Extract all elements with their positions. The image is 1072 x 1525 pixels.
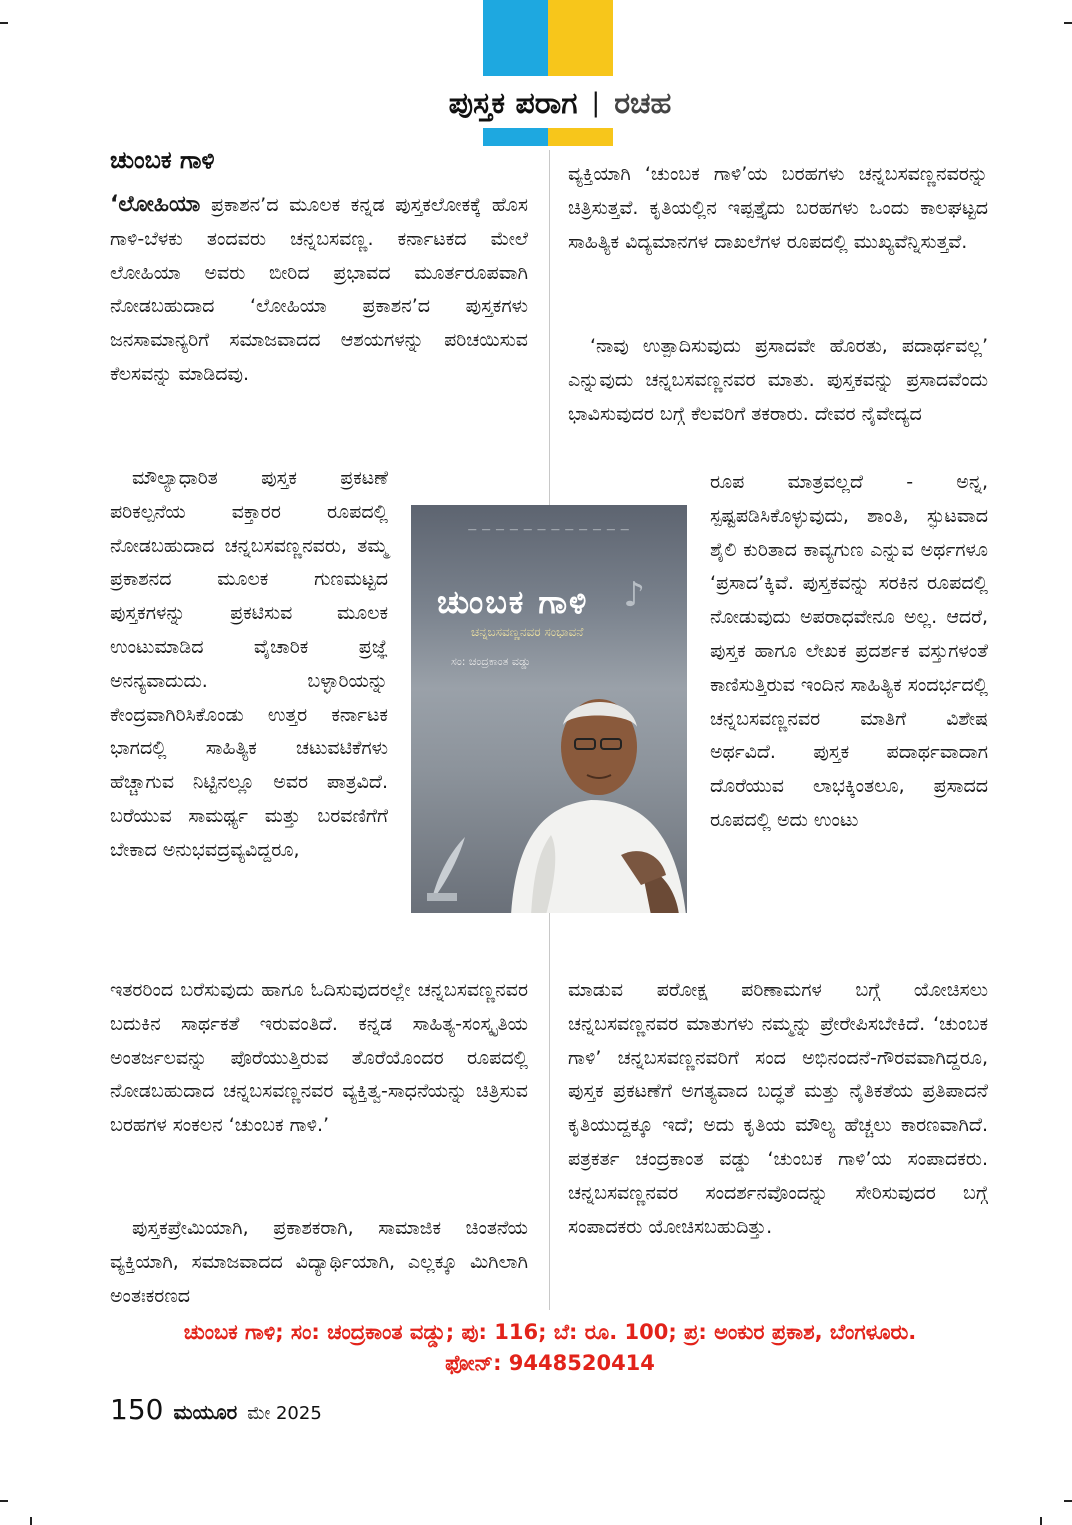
crop-mark	[30, 1517, 32, 1525]
article-title: ಚುಂಬಕ ಗಾಳಿ	[110, 146, 215, 174]
crop-mark	[0, 1500, 8, 1502]
right-paragraph-end: ಮಾಡುವ ಪರೋಕ್ಷ ಪರಿಣಾಮಗಳ ಬಗ್ಗೆ ಯೋಚಿಸಲು ಚನ್ನಬಸವಣ್ಣನವರ ಮಾತುಗಳು ನಮ್ಮನ್ನು ಪ್ರೇರೇಪಿಸಬೇಕಿದೆ. ‘ಚುಂಬಕ ಗಾಳಿ’ ಚನ್ನಬಸವಣ್ಣನವರಿಗೆ ಸಂದ ಅಭಿನಂದನೆ-ಗೌರವವಾಗಿದ್ದರೂ, ಪುಸ್ತಕ ಪ್ರಕಟಣೆಗೆ ಅಗತ್ಯವಾದ ಬದ್ಧತೆ ಮತ್ತು ನೈತಿಕತೆಯ ಪ್ರತಿಪಾದನೆ ಕೃತಿಯುದ್ದಕ್ಕೂ ಇದೆ; ಅದು ಕೃತಿಯ ಮೌಲ್ಯ ಹೆಚ್ಚಲು ಕಾರಣವಾಗಿದೆ. ಪತ್ರಕರ್ತ ಚಂದ್ರಕಾಂತ ವಡ್ಡು ‘ಚುಂಬಕ ಗಾಳಿ’ಯ ಸಂಪಾದಕರು. ಚನ್ನಬಸವಣ್ಣನವರ ಸಂದರ್ಶನವೊಂದನ್ನು ಸೇರಿಸುವುದರ ಬಗ್ಗೆ ಸಂಪಾದಕರು ಯೋಚಿಸಬಹುದಿತ್ತು.	[568, 979, 988, 1238]
music-note-icon: ♪	[623, 575, 645, 615]
paragraph-second-continued: ಇತರರಿಂದ ಬರೆಸುವುದು ಹಾಗೂ ಓದಿಸುವುದರಲ್ಲೇ ಚನ್ನಬಸವಣ್ಣನವರ ಬದುಕಿನ ಸಾರ್ಥಕತೆ ಇರುವಂತಿದೆ. ಕನ್ನಡ ಸಾಹಿತ್ಯ-ಸಂಸ್ಕೃತಿಯ ಅಂತರ್ಜಲವನ್ನು ಪೊರೆಯುತ್ತಿರುವ ತೊರೆಯೊಂದರ ರೂಪದಲ್ಲಿ ನೋಡಬಹುದಾದ ಚನ್ನಬಸವಣ್ಣನವರ ವ್ಯಕ್ತಿತ್ವ-ಸಾಧನೆಯನ್ನು ಚಿತ್ರಿಸುವ ಬರಹಗಳ ಸಂಕಲನ ‘ಚುಂಬಕ ಗಾಳಿ.’	[110, 979, 528, 1137]
author-portrait	[491, 665, 687, 913]
crop-mark	[1064, 22, 1072, 24]
page-footer	[110, 1393, 322, 1426]
paragraph-third: ಪುಸ್ತಕಪ್ರೇಮಿಯಾಗಿ, ಪ್ರಕಾಶಕರಾಗಿ, ಸಾಮಾಜಿಕ ಚಿಂತನೆಯ ವ್ಯಕ್ತಿಯಾಗಿ, ಸಮಾಜವಾದದ ವಿದ್ಯಾರ್ಥಿಯಾಗಿ, ಎಲ್ಲಕ್ಕೂ ಮಿಗಿಲಾಗಿ ಅಂತಃಕರಣದ	[110, 1217, 528, 1307]
book-phone-line: ಫೋನ್: 9448520414	[445, 1351, 655, 1375]
lead-word: ‘ಲೋಹಿಯಾ	[110, 192, 201, 217]
magazine-name: ಮಯೂರ	[173, 1400, 238, 1424]
section-header	[380, 80, 740, 126]
section-author: ರಚಹ	[614, 85, 672, 121]
cover-title: ಚುಂಬಕ ಗಾಳಿ	[437, 583, 589, 621]
book-info-line: ಚುಂಬಕ ಗಾಳಿ; ಸಂ: ಚಂದ್ರಕಾಂತ ವಡ್ಡು; ಪು: 116; ಬೆ: ರೂ. 100; ಪ್ರ: ಅಂಕುರ ಪ್ರಕಾಶ, ಬೆಂಗಳೂರು.	[183, 1320, 917, 1344]
yellow-block	[548, 0, 613, 76]
section-title: ಪುಸ್ತಕ ಪರಾಗ	[448, 85, 578, 121]
cover-editor: ಸಂ: ಚಂದ್ರಕಾಂತ ವಡ್ಡು	[451, 655, 531, 668]
page-number: 150	[110, 1393, 164, 1426]
right-paragraph-first: ವ್ಯಕ್ತಿಯಾಗಿ ‘ಚುಂಬಕ ಗಾಳಿ’ಯ ಬರಹಗಳು ಚನ್ನಬಸವಣ್ಣನವರನ್ನು ಚಿತ್ರಿಸುತ್ತವೆ. ಕೃತಿಯಲ್ಲಿನ ಇಪ್ಪತ್ತೈದು ಬರಹಗಳು ಒಂದು ಕಾಲಘಟ್ಟದ ಸಾಹಿತ್ಯಿಕ ವಿದ್ಯಮಾನಗಳ ದಾಖಲೆಗಳ ರೂಪದಲ್ಲಿ ಮುಖ್ಯವೆನ್ನಿಸುತ್ತವೆ.	[568, 163, 988, 253]
paragraph-second: ಮೌಲ್ಯಾಧಾರಿತ ಪುಸ್ತಕ ಪ್ರಕಟಣೆ ಪರಿಕಲ್ಪನೆಯ ವಕ್ತಾರರ ರೂಪದಲ್ಲಿ ನೋಡಬಹುದಾದ ಚನ್ನಬಸವಣ್ಣನವರು, ತಮ್ಮ ಪ್ರಕಾಶನದ ಮೂಲಕ ಗುಣಮಟ್ಟದ ಪುಸ್ತಕಗಳನ್ನು ಪ್ರಕಟಿಸುವ ಮೂಲಕ ಉಂಟುಮಾಡಿದ ವೈಚಾರಿಕ ಪ್ರಜ್ಞೆ ಅನನ್ಯವಾದುದು. ಬಳ್ಳಾರಿಯನ್ನು ಕೇಂದ್ರವಾಗಿರಿಸಿಕೊಂಡು ಉತ್ತರ ಕರ್ನಾಟಕ ಭಾಗದಲ್ಲಿ ಸಾಹಿತ್ಯಿಕ ಚಟುವಟಿಕೆಗಳು ಹೆಚ್ಚಾಗುವ ನಿಟ್ಟಿನಲ್ಲೂ ಅವರ ಪಾತ್ರವಿದೆ. ಬರೆಯುವ ಸಾಮರ್ಥ್ಯ ಮತ್ತು ಬರವಣಿಗೆಗೆ ಬೇಕಾದ ಅನುಭವದ್ರವ್ಯವಿದ್ದರೂ,	[110, 467, 388, 861]
yellow-block	[548, 128, 613, 146]
crop-mark	[0, 22, 8, 24]
book-cover-image	[411, 505, 687, 913]
cover-top-band: — — — — — — — — — — — —	[467, 525, 631, 535]
blue-block	[483, 128, 548, 146]
blue-block	[483, 0, 548, 76]
crop-mark	[1040, 1517, 1042, 1525]
paragraph-intro	[110, 188, 528, 460]
paragraph-intro-text: ಪ್ರಕಾಶನ’ದ ಮೂಲಕ ಕನ್ನಡ ಪುಸ್ತಕಲೋಕಕ್ಕೆ ಹೊಸ ಗಾಳಿ-ಬೆಳಕು ತಂದವರು ಚನ್ನಬಸವಣ್ಣ. ಕರ್ನಾಟಕದ ಮೇಲೆ ಲೋಹಿಯಾ ಅವರು ಬೀರಿದ ಪ್ರಭಾವದ ಮೂರ್ತರೂಪವಾಗಿ ನೋಡಬಹುದಾದ ‘ಲೋಹಿಯಾ ಪ್ರಕಾಶನ’ದ ಪುಸ್ತಕಗಳು ಜನಸಾಮಾನ್ಯರಿಗೆ ಸಮಾಜವಾದದ ಆಶಯಗಳನ್ನು ಪರಿಚಯಿಸುವ ಕೆಲಸವನ್ನು ಮಾಡಿದವು.	[110, 194, 528, 385]
right-paragraph-narrow: ರೂಪ ಮಾತ್ರವಲ್ಲದೆ - ಅನ್ನ, ಸ್ಪಷ್ಟಪಡಿಸಿಕೊಳ್ಳುವುದು, ಶಾಂತಿ, ಸ್ಫುಟವಾದ ಶೈಲಿ ಕುರಿತಾದ ಕಾವ್ಯಗುಣ ಎನ್ನುವ ಅರ್ಥಗಳೂ ‘ಪ್ರಸಾದ’ಕ್ಕಿವೆ. ಪುಸ್ತಕವನ್ನು ಸರಕಿನ ರೂಪದಲ್ಲಿ ನೋಡುವುದು ಅಪರಾಧವೇನೂ ಅಲ್ಲ. ಆದರೆ, ಪುಸ್ತಕ ಹಾಗೂ ಲೇಖಕ ಪ್ರದರ್ಶಕ ವಸ್ತುಗಳಂತೆ ಕಾಣಿಸುತ್ತಿರುವ ಇಂದಿನ ಸಾಹಿತ್ಯಿಕ ಸಂದರ್ಭದಲ್ಲಿ ಚನ್ನಬಸವಣ್ಣನವರ ಮಾತಿಗೆ ವಿಶೇಷ ಅರ್ಥವಿದೆ. ಪುಸ್ತಕ ಪದಾರ್ಥವಾದಾಗ ದೊರೆಯುವ ಲಾಭಕ್ಕಿಂತಲೂ, ಪ್ರಸಾದದ ರೂಪದಲ್ಲಿ ಅದು ಉಂಟು	[710, 471, 988, 831]
quill-pen-icon	[425, 833, 469, 903]
section-separator: |	[591, 88, 601, 118]
cover-subtitle: ಚನ್ನಬಸವಣ್ಣನವರ ಸಂಭಾವನೆ	[471, 625, 584, 639]
crop-mark	[1064, 1500, 1072, 1502]
right-paragraph-second: ‘ನಾವು ಉತ್ಪಾದಿಸುವುದು ಪ್ರಸಾದವೇ ಹೊರತು, ಪದಾರ್ಥವಲ್ಲ’ ಎನ್ನುವುದು ಚನ್ನಬಸವಣ್ಣನವರ ಮಾತು. ಪುಸ್ತಕವನ್ನು ಪ್ರಸಾದವೆಂದು ಭಾವಿಸುವುದರ ಬಗ್ಗೆ ಕೆಲವರಿಗೆ ತಕರಾರು. ದೇವರ ನೈವೇದ್ಯದ	[568, 335, 988, 425]
issue-date: ಮೇ 2025	[247, 1403, 322, 1424]
